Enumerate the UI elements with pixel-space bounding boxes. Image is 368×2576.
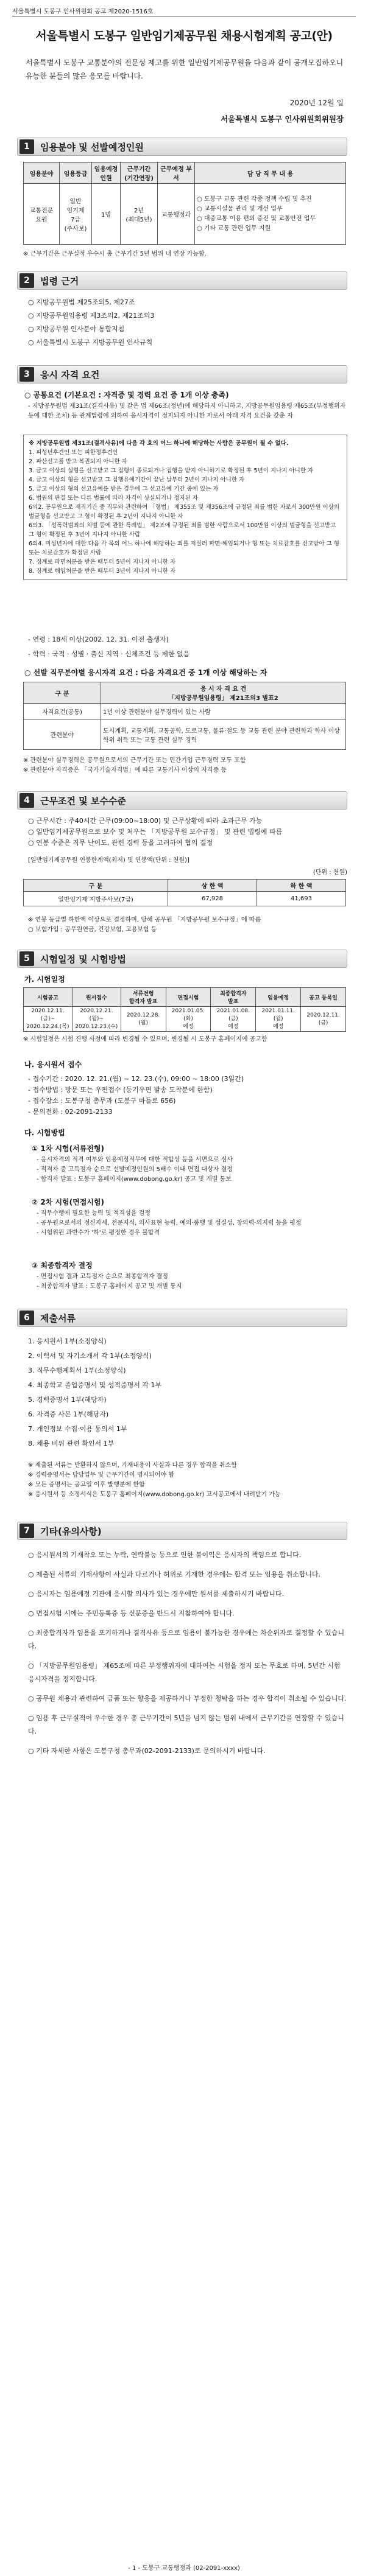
pay-title: [일반임기제공무원 연봉한계액(최저) 및 연봉액(단위 : 천원)] bbox=[28, 857, 189, 864]
note-line: ※ 제출된 서류는 반환하지 않으며, 기재내용이 사실과 다른 경우 합격을 취소함 bbox=[28, 1462, 237, 1469]
law-list bbox=[28, 296, 347, 349]
document-item: 8. 채용 비위 관련 확인서 1부 bbox=[28, 1440, 115, 1447]
section-5-header bbox=[17, 950, 347, 968]
box-line: 1. 피성년후견인 또는 피한정후견인 bbox=[29, 449, 118, 456]
section-number: 5 bbox=[19, 951, 34, 966]
td-schedule: 2020.12.11.(금) bbox=[301, 1007, 346, 1032]
td-pay-min: 41,693 bbox=[257, 892, 346, 906]
section-1-header bbox=[17, 138, 347, 156]
th-schedule: 면접시험 bbox=[166, 988, 211, 1007]
note-line: ※ 경력증명서는 담당업무 및 근무기간이 명시되어야 함 bbox=[28, 1472, 174, 1479]
method-1-text bbox=[37, 1155, 347, 1185]
recruit-note: ※ 근무기간은 근무실적 우수시 총 근무기간 5년 범위 내 연장 가능함. bbox=[23, 251, 207, 257]
td-schedule: 2021.01.05.(화) 예정 bbox=[166, 1007, 211, 1032]
box-line: 6의2. 공무원으로 재직기간 중 직무와 관련하여 「형법」 제355조 및 제356조에 규정된 죄를 범한 자로서 300만원 이상의 벌금형을 선고받고 그 형이 확정된 후 2년이 지나지 아니한 자 bbox=[29, 504, 340, 520]
section-2-header bbox=[17, 271, 347, 290]
apply-item: - 접수장소 : 도봉구청 총무과 (도봉구 마들로 656) bbox=[28, 1097, 176, 1105]
box-line: 6의4. 미성년자에 대한 다음 각 목의 어느 하나에 해당하는 죄를 저질러 파면·해임되거나 형 또는 치료감호를 선고받아 그 형 또는 치료감호가 확정된 사람 bbox=[29, 541, 339, 556]
section-number: 4 bbox=[19, 793, 34, 808]
lead-paragraph: 서울특별시 도봉구 교통분야의 전문성 제고를 위한 일반임기제공무원을 다음과 같이 공개모집하오니 유능한 분들의 많은 응모를 바랍니다. bbox=[26, 58, 344, 80]
th-schedule: 원서접수 bbox=[72, 988, 121, 1007]
method-3-text bbox=[37, 1272, 347, 1292]
law-item: ○ 지방공무원법 제25조의5, 제27조 bbox=[28, 298, 135, 306]
box-line: 6. 법원의 판결 또는 다른 법률에 따라 자격이 상실되거나 정지된 자 bbox=[29, 495, 198, 502]
condition-item: ○ 근무시간 : 주40시간 근무(09:00~18:00) 및 근무상황에 따라 초과근무 가능 bbox=[28, 817, 263, 825]
box-line: 3. 금고 이상의 실형을 선고받고 그 집행이 종료되거나 집행을 받지 아니하기로 확정된 후 5년이 지나지 아니한 자 bbox=[29, 467, 314, 474]
pay-unit: (단위 : 천원) bbox=[313, 869, 347, 876]
th-schedule: 공고 등록일 bbox=[301, 988, 346, 1007]
notice-date: 2020년 12월 일 bbox=[289, 99, 344, 107]
page-header bbox=[12, 6, 356, 15]
td-qualification: 도시계획, 교통계획, 교통공학, 도로교통, 물류·철도 등 교통 관련 분야 관련학과 학사 이상 학위 취득 또는 교통 관련 실무 경력 bbox=[101, 719, 346, 750]
th-duty: 담 당 직 무 내 용 bbox=[195, 163, 346, 184]
document-item: 7. 개인정보 수집·이용 동의서 1부 bbox=[28, 1425, 127, 1433]
note-line: ※ 관련분야 자격증은 「국가기술자격법」에 따른 교통기사 이상의 자격증 등 bbox=[23, 767, 227, 774]
td-field: 교통전문 요원 bbox=[24, 184, 60, 245]
th-pay-min: 하 한 액 bbox=[257, 880, 346, 892]
td-duty: ○ 도봉구 교통 관련 각종 정책 수립 및 추진 ○ 교통시설물 관리 및 개선 업무 ○ 대중교통 이용 편의 증진 및 교통안전 업무 ○ 기타 교통 관련 업무 지원 bbox=[195, 184, 346, 245]
note-line: ※ 연봉 등급별 하한액 이상으로 결정하며, 당해 공무원 「지방공무원 보수규정」에 따름 bbox=[28, 917, 261, 923]
method-line: - 합격자 발표 : 도봉구 홈페이지(www.dobong.go.kr) 공고 및 개별 통보 bbox=[37, 1176, 232, 1183]
apply-item: - 접수방법 : 방문 또는 우편접수 (등기우편 발송 도착분에 한함) bbox=[28, 1086, 213, 1094]
td-schedule: 2020.12.21.(월)~ 2020.12.23.(수) bbox=[72, 1007, 121, 1032]
td-period: 2년 (최대5년) bbox=[121, 184, 158, 245]
td-category: 자격요건(공통) bbox=[24, 704, 101, 719]
box-line: 7. 징계로 파면처분을 받은 때부터 5년이 지나지 아니한 자 bbox=[29, 559, 176, 565]
section-number: 3 bbox=[19, 367, 34, 382]
notice-item: ○ 임용 후 근무실적이 우수한 경우 총 근무기간이 5년을 넘지 않는 범위 내에서 근무기간을 연장할 수 있습니다. bbox=[28, 1714, 344, 1735]
th-schedule: 시험공고 bbox=[24, 988, 73, 1007]
notice-item: ○ 최종합격자가 임용을 포기하거나 결격사유 등으로 임용이 불가능한 경우에는 차순위자로 결정할 수 있습니다. bbox=[28, 1629, 345, 1650]
age-req: - 연령 : 18세 이상(2002. 12. 31. 이전 출생자) bbox=[28, 635, 169, 643]
law-item: ○ 지방공무원 인사분야 통합지침 bbox=[28, 325, 125, 333]
qualification-table bbox=[23, 682, 346, 750]
notice-item: ○ 응시원서의 기재착오 또는 누락, 연락불능 등으로 인한 불이익은 응시자의 책임으로 합니다. bbox=[28, 1551, 302, 1559]
notice-item: ○ 기타 자세한 사항은 도봉구청 총무과(02-2091-2133)로 문의하시기 바랍니다. bbox=[28, 1747, 266, 1755]
condition-item: ○ 연봉 수준은 직무 난이도, 관련 경력 등을 고려하여 협의 결정 bbox=[28, 839, 213, 847]
section-title: 제출서류 bbox=[40, 1312, 76, 1324]
schedule-note: ※ 시험일정은 시험 진행 사정에 따라 변경될 수 있으며, 변경될 시 도봉구 홈페이지에 공고함 bbox=[23, 1036, 267, 1043]
th-count: 임용예정 인원 bbox=[92, 163, 121, 184]
section-4-header bbox=[17, 791, 347, 810]
document-item: 3. 직무수행계획서 1부(소정양식) bbox=[28, 1367, 126, 1374]
method-subtitle: 다. 시험방법 bbox=[24, 1129, 65, 1137]
header-left: 서울특별시 도봉구 인사위원회 공고 제2020-1516호 bbox=[12, 9, 154, 15]
apply-list bbox=[28, 1074, 347, 1118]
td-dept: 교통행정과 bbox=[158, 184, 195, 245]
document-item: 2. 이력서 및 자기소개서 각 1부(소정양식) bbox=[28, 1352, 152, 1360]
etc-req: - 학력 · 국적 · 성별 · 출신 지역 · 신체조건 등 제한 없음 bbox=[28, 650, 190, 658]
method-2-title: ② 2차 시험(면접시험) bbox=[32, 1198, 104, 1206]
section-title: 응시 자격 요건 bbox=[40, 369, 100, 380]
th-period: 근무기간 (기간연장) bbox=[121, 163, 158, 184]
method-2-text bbox=[37, 1209, 347, 1238]
note-line: ※ 응시원서 등 소정서식은 도봉구 홈페이지(www.dobong.go.kr) 고시공고에서 내려받기 가능 bbox=[28, 1491, 281, 1498]
td-pay-category: 일반임기제 지방주사보(7급) bbox=[24, 892, 168, 906]
section-number: 2 bbox=[19, 273, 34, 288]
td-schedule: 2020.12.28.(월) bbox=[121, 1007, 166, 1032]
notice-item: ○ 면접시험 시에는 주민등록증 등 신분증을 반드시 지참하여야 합니다. bbox=[28, 1609, 235, 1617]
th-schedule: 서류전형 합격자 발표 bbox=[121, 988, 166, 1007]
page-footer: - 1 - 도봉구 교통행정과 (02-2091-xxxx) bbox=[128, 2565, 240, 2572]
section-7-header bbox=[17, 1522, 347, 1540]
method-line: - 적격자 중 고득점자 순으로 선발예정인원의 5배수 이내 면접 대상자 결정 bbox=[37, 1166, 233, 1173]
th-dept: 근무예정 부서 bbox=[158, 163, 195, 184]
th-schedule: 임용예정 bbox=[256, 988, 301, 1007]
th-field: 임용분야 bbox=[24, 163, 60, 184]
notice-org: 서울특별시 도봉구 인사위원회위원장 bbox=[221, 114, 344, 124]
box-line: 4. 금고 이상의 형을 선고받고 그 집행유예기간이 끝난 날부터 2년이 지나지 아니한 자 bbox=[29, 477, 245, 483]
method-line: - 면접시험 결과 고득점자 순으로 최종합격자 결정 bbox=[37, 1273, 168, 1280]
box-line: 6의3. 「성폭력범죄의 처벌 등에 관한 특례법」 제2조에 규정된 죄를 범한 사람으로서 100만원 이상의 벌금형을 선고받고 그 형이 확정된 후 3년이 지나지 아니한 사람 bbox=[29, 522, 336, 538]
td-count: 1명 bbox=[92, 184, 121, 245]
notice-item: ○ 공무원 채용과 관련하여 금품 또는 향응을 제공하거나 부정한 청탁을 하는 경우 합격이 취소될 수 있습니다. bbox=[28, 1695, 347, 1703]
box-line: 2. 파산선고를 받고 복권되지 아니한 자 bbox=[29, 458, 127, 465]
method-line: - 응시자격의 적격 여부와 임용예정직무에 대한 적합성 등을 서면으로 심사 bbox=[37, 1157, 233, 1163]
td-schedule: 2021.01.11.(월) 예정 bbox=[256, 1007, 301, 1032]
box-line: ※ 지방공무원법 제31조(결격사유)에 다음 각 호의 어느 하나에 해당하는 사람은 공무원이 될 수 없다. bbox=[29, 440, 289, 447]
schedule-table bbox=[23, 987, 346, 1032]
th-qualification: 응 시 자 격 요 건 「지방공무원임용령」 제21조의3 별표2 bbox=[101, 682, 346, 704]
section-title: 법령 근거 bbox=[40, 275, 79, 287]
document-item: 6. 자격증 사본 1부(해당자) bbox=[28, 1410, 109, 1418]
apply-item: - 접수기간 : 2020. 12. 21.(월) ~ 12. 23.(수), 09:00 ~ 18:00 (3일간) bbox=[28, 1075, 244, 1083]
page-title: 서울특별시 도봉구 일반임기제공무원 채용시험계획 공고(안) bbox=[35, 29, 333, 43]
condition-item: ○ 일반임기제공무원으로 보수 및 처우는 「지방공무원 보수규정」 및 관련 법령에 따름 bbox=[28, 828, 283, 836]
th-grade: 임용등급 bbox=[60, 163, 92, 184]
td-schedule: 2021.01.08.(금) 예정 bbox=[211, 1007, 256, 1032]
notice-item: ○ 제출된 서류의 기재사항이 사실과 다르거나 허위로 기재한 경우에는 합격 또는 임용을 취소합니다. bbox=[28, 1570, 321, 1578]
method-3-title: ③ 최종합격자 결정 bbox=[32, 1261, 93, 1270]
section-title: 시험일정 및 시험방법 bbox=[40, 953, 126, 965]
section-title: 임용분야 및 선발예정인원 bbox=[40, 141, 144, 153]
common-req-title: ○ 공통요건 (기본요건 : 자격증 및 경력 요건 중 1개 이상 충족) bbox=[24, 391, 229, 399]
qualification-notes bbox=[23, 756, 347, 775]
section-6-header bbox=[17, 1309, 347, 1327]
th-schedule: 최종합격자 발표 bbox=[211, 988, 256, 1007]
common-req-text: - 지방공무원법 제31조(결격사유) 및 같은 법 제66조(정년)에 해당하지 아니하고, 지방공무원임용령 제65조(부정행위자 등에 대한 조치) 등 관계법령에 의하여 응시자격이 정지되지 아니한 자로서 아래 자격 요건을 갖춘 자 bbox=[28, 403, 346, 419]
td-pay-max: 67,928 bbox=[168, 892, 257, 906]
notice-item: ○ 응시자는 임용예정 기관에 응시할 의사가 있는 경우에만 원서를 제출하시기 바랍니다. bbox=[28, 1590, 284, 1598]
section-number: 6 bbox=[19, 1311, 34, 1325]
apply-subtitle: 나. 응시원서 접수 bbox=[24, 1060, 82, 1069]
recruit-table bbox=[23, 162, 346, 245]
notices-list bbox=[28, 1549, 347, 1764]
law-item: ○ 서울특별시 도봉구 지방공무원 인사규칙 bbox=[28, 338, 153, 346]
work-conditions bbox=[28, 816, 347, 849]
td-category: 관련분야 bbox=[24, 719, 101, 750]
pay-table bbox=[23, 879, 346, 906]
td-grade: 일반 임기제 7급 (주사보) bbox=[60, 184, 92, 245]
document-item: 4. 최종학교 졸업증명서 및 성적증명서 각 1부 bbox=[28, 1381, 162, 1389]
method-line: - 직무수행에 필요한 능력 및 적격성을 검정 bbox=[37, 1210, 150, 1217]
schedule-subtitle: 가. 시험일정 bbox=[24, 975, 65, 984]
td-schedule: 2020.12.11.(금)~ 2020.12.24.(목) bbox=[24, 1007, 73, 1032]
th-pay-max: 상 한 액 bbox=[168, 880, 257, 892]
section-title: 기타(유의사항) bbox=[40, 1525, 102, 1537]
note-line: ○ 보험가입 : 공무원연금, 건강보험, 고용보험 등 bbox=[28, 926, 157, 933]
law-item: ○ 지방공무원임용령 제3조의2, 제21조의3 bbox=[28, 312, 155, 320]
th-category: 구 분 bbox=[24, 682, 101, 704]
notice-item: ○ 「지방공무원임용령」 제65조에 따른 부정행위자에 대하여는 시험을 정지 또는 무효로 하며, 5년간 시험 응시자격을 정지합니다. bbox=[28, 1662, 341, 1683]
disqualification-box bbox=[23, 435, 347, 580]
th-pay-category: 구 분 bbox=[24, 880, 168, 892]
section-3-header bbox=[17, 365, 347, 383]
method-line: - 시험위원 과반수가 '하'로 평정한 경우 불합격 bbox=[37, 1230, 160, 1236]
document-item: 5. 경력증명서 1부(해당자) bbox=[28, 1396, 107, 1404]
note-line: ※ 모든 증명서는 공고일 이후 발행분에 한함 bbox=[28, 1482, 145, 1488]
box-line: 5. 금고 이상의 형의 선고유예를 받은 경우에 그 선고유예 기간 중에 있는 자 bbox=[29, 486, 219, 492]
document-item: 1. 응시원서 1부(소정양식) bbox=[28, 1337, 107, 1345]
method-line: - 최종합격자 발표 : 도봉구 홈페이지 공고 및 개별 통지 bbox=[37, 1283, 182, 1290]
pay-notes bbox=[28, 915, 347, 935]
section-title: 근무조건 및 보수수준 bbox=[40, 795, 126, 807]
section-number: 7 bbox=[19, 1524, 34, 1538]
field-req-title: ○ 선발 직무분야별 응시자격 요건 : 다음 자격요건 중 1개 이상 해당하는 자 bbox=[24, 668, 267, 677]
note-line: ※ 관련분야 실무경력은 공무원으로서의 근무기간 또는 민간기업 근무경력 모두 포함 bbox=[23, 757, 246, 764]
method-1-title: ① 1차 시험(서류전형) bbox=[32, 1144, 104, 1153]
documents-list bbox=[28, 1334, 347, 1451]
method-line: - 공무원으로서의 정신자세, 전문지식, 의사표현 능력, 예의·품행 및 성실성, 창의력·의지력 등을 평정 bbox=[37, 1220, 302, 1227]
td-qualification: 1년 이상 관련분야 실무경력이 있는 사람 bbox=[101, 704, 346, 719]
documents-notes bbox=[28, 1461, 347, 1500]
box-line: 8. 징계로 해임처분을 받은 때부터 3년이 지나지 아니한 자 bbox=[29, 568, 176, 575]
section-number: 1 bbox=[19, 139, 34, 154]
apply-item: - 문의전화 : 02-2091-2133 bbox=[28, 1108, 113, 1116]
